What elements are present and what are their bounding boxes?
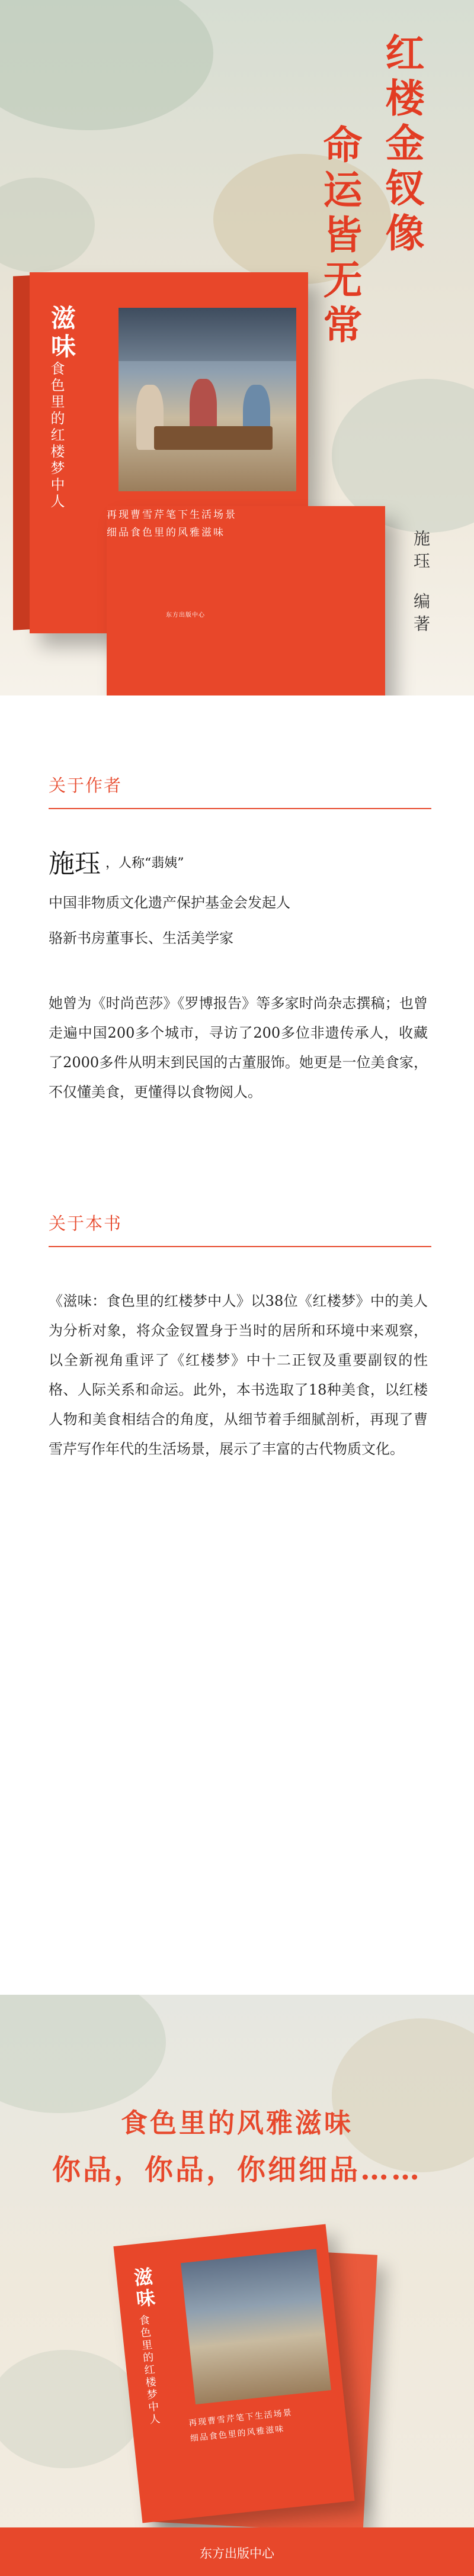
author-credit-name: 施珏 bbox=[411, 530, 431, 575]
book-title: 滋味 bbox=[130, 2266, 157, 2311]
hero-title-line2: 命运皆无常 bbox=[316, 124, 363, 349]
hero-title-line1: 红楼金钗像 bbox=[379, 33, 425, 257]
book-tagline-1: 再现曹雪芹笔下生活场景 bbox=[188, 2408, 293, 2429]
author-name: 施珏 bbox=[49, 849, 101, 879]
book-cover-front bbox=[113, 2224, 354, 2523]
author-alias: ，人称“翡姨” bbox=[105, 856, 184, 871]
promo-line-2: 你品，你品，你细细品…… bbox=[52, 2153, 422, 2187]
promo-line-1: 食色里的风雅滋味 bbox=[120, 2107, 353, 2139]
book-description: 《滋味：食色里的红楼梦中人》以38位《红楼梦》中的美人为分析对象，将众金钗置身于当时的居所和环境中来观察，以全新视角重评了《红楼梦》中十二正钗及重要副钗的性格、人际关系和命运。此外，本书选取了18种美食，以红楼人物和美食相结合的角度，从细节着手细腻剖析，再现了曹雪芹写作年代的生活场景，展示了丰富的古代物质文化。 bbox=[49, 1293, 428, 1457]
book-tagline-2: 细品食色里的风雅滋味 bbox=[190, 2424, 286, 2444]
book-tagline-2: 细品食色里的风雅滋味 bbox=[107, 527, 225, 539]
cover-painting bbox=[181, 2249, 331, 2404]
painting-wash bbox=[213, 154, 391, 284]
author-credit bbox=[409, 530, 433, 637]
painting-wash bbox=[0, 2350, 142, 2468]
painting-table bbox=[154, 426, 273, 450]
book-cover bbox=[30, 272, 308, 633]
book-publisher: 东方出版中心 bbox=[166, 612, 205, 619]
footer-publisher: 东方出版中心 bbox=[200, 2546, 274, 2561]
book-spine bbox=[13, 275, 30, 630]
hero-banner bbox=[0, 0, 474, 695]
book-title: 滋味 bbox=[47, 305, 76, 362]
painting-wash bbox=[0, 1995, 166, 2113]
author-title-2: 骆新书房董事长、生活美学家 bbox=[49, 930, 233, 946]
section-heading-author: 关于作者 bbox=[49, 775, 123, 796]
book-tagline-1: 再现曹雪芹笔下生活场景 bbox=[107, 506, 385, 695]
section-heading-book: 关于本书 bbox=[49, 1213, 123, 1234]
section-divider bbox=[49, 808, 431, 809]
author-credit-role: 编著 bbox=[411, 593, 431, 637]
cover-painting bbox=[118, 308, 296, 491]
painting-roof bbox=[118, 308, 296, 361]
author-title-1: 中国非物质文化遗产保护基金会发起人 bbox=[49, 894, 290, 911]
author-bio: 她曾为《时尚芭莎》《罗博报告》等多家时尚杂志撰稿；也曾走遍中国200多个城市，寻访了200多位非遗传承人，收藏了2000多件从明末到民国的古董服饰。她更是一位美食家，不仅懂美食，更懂得以食物阅人。 bbox=[49, 995, 428, 1100]
book-subtitle: 食色里的红楼梦中人 bbox=[136, 2314, 161, 2427]
painting-wash bbox=[0, 178, 95, 272]
section-divider bbox=[49, 1246, 431, 1247]
painting-wash bbox=[0, 0, 213, 130]
book-subtitle: 食色里的红楼梦中人 bbox=[48, 361, 65, 510]
